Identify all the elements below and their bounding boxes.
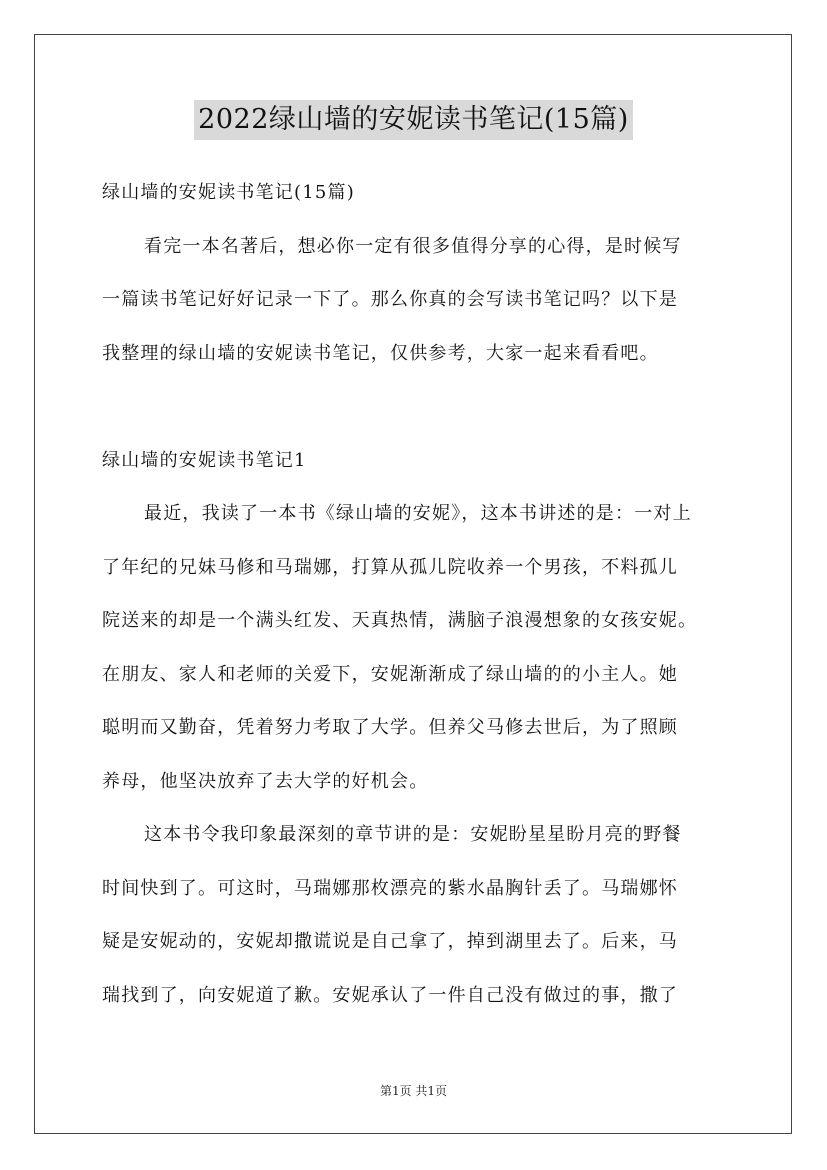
title-container (0, 100, 827, 140)
paragraph1-line: 院送来的却是一个满头红发、天真热情，满脑子浪漫想象的女孩安妮。 (102, 610, 698, 631)
paragraph-spacer (102, 392, 732, 446)
paragraph2-line: 时间快到了。可这时，马瑞娜那枚漂亮的紫水晶胸针丢了。马瑞娜怀 (102, 877, 678, 899)
page-footer: 第1页 共1页 (379, 1084, 448, 1098)
intro-line: 我整理的绿山墙的安妮读书笔记，仅供参考，大家一起来看看吧。 (102, 342, 659, 364)
section-heading: 绿山墙的安妮读书笔记1 (102, 449, 307, 471)
intro-line: 一篇读书笔记好好记录一下了。那么你真的会写读书笔记吗？以下是 (102, 289, 678, 310)
paragraph2-line: 瑞找到了，向安妮道了歉。安妮承认了一件自己没有做过的事，撒了 (102, 984, 678, 1006)
document-title: 2022绿山墙的安妮读书笔记(15篇) (194, 100, 633, 140)
document-subtitle: 绿山墙的安妮读书笔记(15篇) (102, 182, 355, 203)
paragraph1-line: 最近，我读了一本书《绿山墙的安妮》，这本书讲述的是：一对上 (144, 503, 692, 524)
paragraph2-line: 疑是安妮动的，安妮却撒谎说是自己拿了，掉到湖里去了。后来，马 (102, 931, 678, 952)
paragraph1-line: 聪明而又勤奋，凭着努力考取了大学。但养父马修去世后，为了照顾 (102, 717, 678, 738)
document-body (102, 178, 732, 1034)
paragraph1-line: 了年纪的兄妹马修和马瑞娜，打算从孤儿院收养一个男孩，不料孤儿 (102, 556, 678, 578)
intro-line: 看完一本名著后，想必你一定有很多值得分享的心得，是时候写 (144, 235, 682, 257)
paragraph2-line: 这本书令我印象最深刻的章节讲的是：安妮盼星星盼月亮的野餐 (144, 824, 682, 845)
paragraph1-line: 养母，他坚决放弃了去大学的好机会。 (102, 770, 429, 792)
paragraph1-line: 在朋友、家人和老师的关爱下，安妮渐渐成了绿山墙的的小主人。她 (102, 663, 678, 685)
